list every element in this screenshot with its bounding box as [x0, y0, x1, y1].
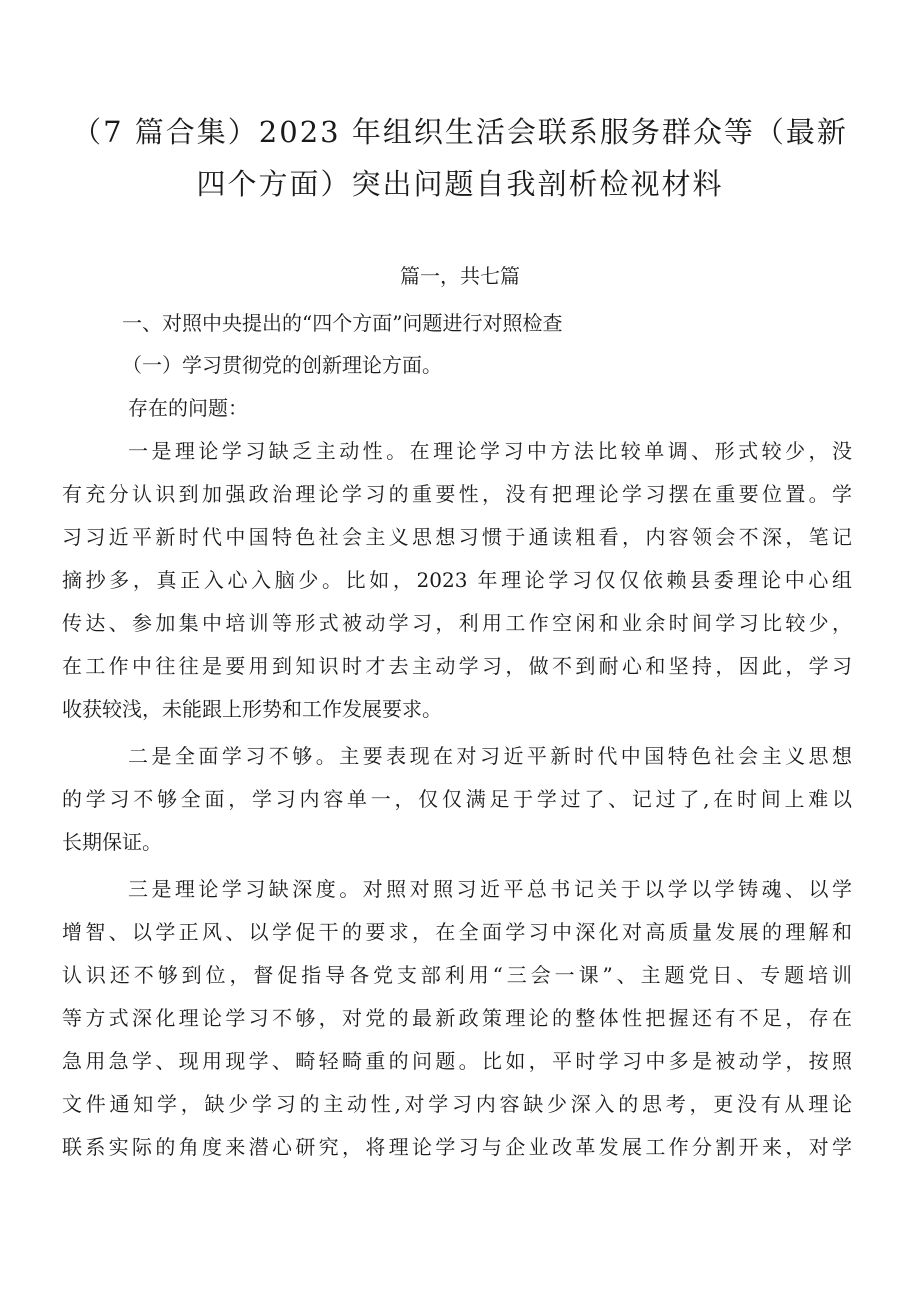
paragraph-1-line: 一是理论学习缺乏主动性。在理论学习中方法比较单调、形式较少，没 — [128, 439, 852, 463]
paragraph-2-line: 的学习不够全面，学习内容单一，仅仅满足于学过了、记过了,在时间上难以 — [62, 787, 852, 811]
paragraph-3-line: 急用急学、现用现学、畸轻畸重的问题。比如，平时学习中多是被动学，按照 — [62, 1049, 852, 1073]
paragraph-3-line: 认识还不够到位，督促指导各党支部利用“三会一课”、主题党日、专题培训 — [62, 963, 852, 987]
paragraph-3-line: 增智、以学正风、以学促干的要求，在全面学习中深化对高质量发展的理解和 — [62, 920, 852, 944]
paragraph-2-line: 二是全面学习不够。主要表现在对习近平新时代中国特色社会主义思想 — [128, 744, 852, 768]
paragraph-3-line: 三是理论学习缺深度。对照对照习近平总书记关于以学以学铸魂、以学 — [128, 877, 852, 901]
document-title-line-1: （7 篇合集）2023 年组织生活会联系服务群众等（最新 — [72, 115, 848, 149]
problems-label: 存在的问题： — [128, 396, 248, 420]
paragraph-1-line: 习习近平新时代中国特色社会主义思想习惯于通读粗看，内容领会不深，笔记 — [62, 525, 852, 549]
subsection-heading: （一）学习贯彻党的创新理论方面。 — [122, 353, 442, 377]
paragraph-1-line: 有充分认识到加强政治理论学习的重要性，没有把理论学习摆在重要位置。学 — [62, 482, 852, 506]
paragraph-1-line: 收获较浅，未能跟上形势和工作发展要求。 — [62, 697, 442, 721]
paragraph-1-line: 传达、参加集中培训等形式被动学习，利用工作空闲和业余时间学习比较少， — [62, 611, 852, 635]
section-heading: 一、对照中央提出的“四个方面”问题进行对照检查 — [122, 311, 563, 335]
paragraph-2-line: 长期保证。 — [62, 830, 162, 854]
paragraph-3-line: 联系实际的角度来潜心研究，将理论学习与企业改革发展工作分割开来，对学 — [62, 1135, 852, 1159]
paragraph-3-line: 文件通知学，缺少学习的主动性,对学习内容缺少深入的思考，更没有从理论 — [62, 1092, 852, 1116]
paragraph-3-line: 等方式深化理论学习不够，对党的最新政策理论的整体性把握还有不足，存在 — [62, 1006, 852, 1030]
paragraph-1-line: 在工作中往往是要用到知识时才去主动学习，做不到耐心和坚持，因此，学习 — [62, 654, 852, 678]
article-subtitle: 篇一，共七篇 — [400, 264, 520, 288]
document-title-line-2: 四个方面）突出问题自我剖析检视材料 — [196, 167, 724, 201]
paragraph-1-line: 摘抄多，真正入心入脑少。比如，2023 年理论学习仅仅依赖县委理论中心组 — [62, 568, 852, 592]
